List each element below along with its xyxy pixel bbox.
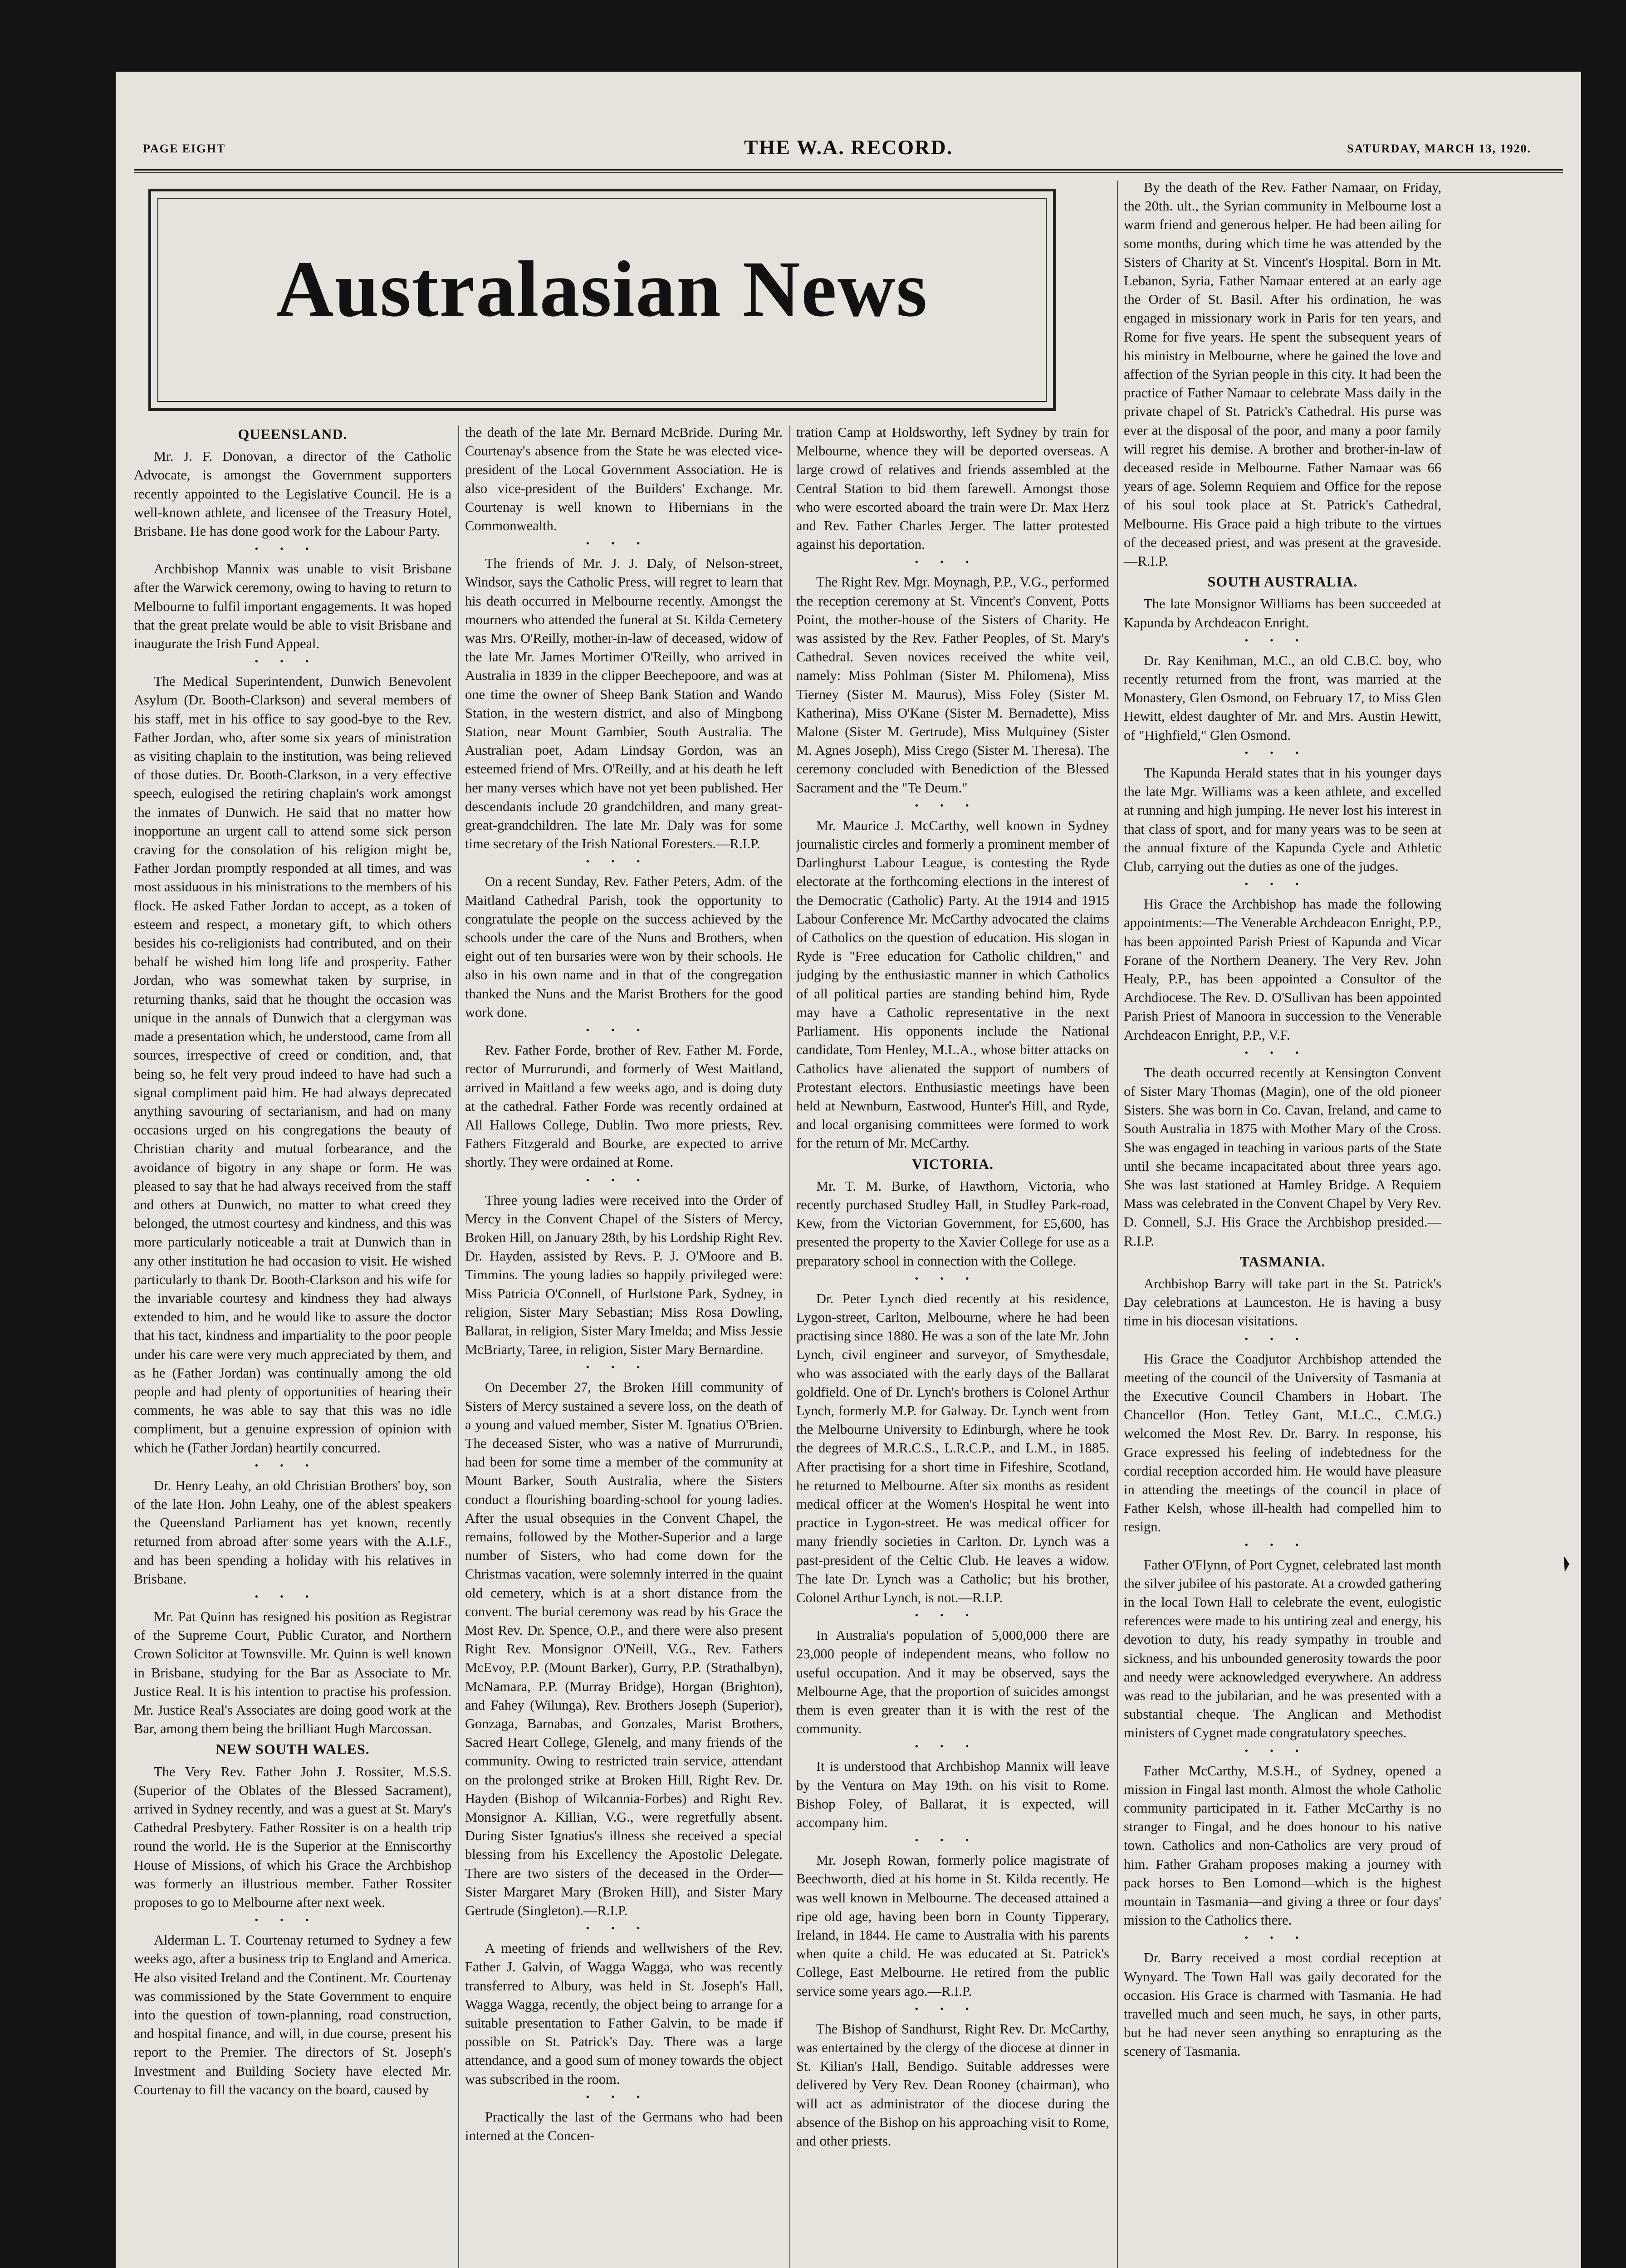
news-item: By the death of the Rev. Father Namaar, on Friday, the 20th. ult., the Syrian community in Melbourne lost a warm friend and generous helper. He had been ailing for some months, during which time he was attended by the Sisters of Charity at St. Vincent's Hospital. Born in Mt. Lebanon, Syria, Father Namaar entered at an early age the Order of St. Basil. After his ordination, he was engaged in missionary work in Paris for ten years, and Rome for five years. He spent the subsequent years of his ministry in Melbourne, where he gained the love and affection of the Syrian people in this city. It had been the practice of Father Namaar to celebrate Mass daily in the private chapel of St. Patrick's Cathedral. His purse was ever at the disposal of the poor, and many a poor family will regret his demise. A brother and brother-in-law of deceased reside in Melbourne. Father Namaar was 66 years of age. Solemn Requiem and Office for the repose of his soul took place at St. Patrick's Cathedral, Melbourne. His Grace paid a high tribute to the virtues of the deceased priest, and was present at the graveside.—R.I.P. xyxy=(1124,180,1441,569)
separator: ••• xyxy=(1244,1046,1321,1058)
page-number: PAGE EIGHT xyxy=(143,142,226,155)
news-item: Archbishop Mannix was unable to visit Brisbane after the Warwick ceremony, owing to having to return to Melbourne to fulfil important engagements. It was hoped that the great prelate would be able to visit Brisbane and inaugurate the Irish Fund Appeal. xyxy=(134,561,451,652)
separator: ••• xyxy=(915,1609,991,1621)
separator: ••• xyxy=(255,1590,331,1602)
newspaper-page xyxy=(116,72,1581,2268)
news-item: A meeting of friends and wellwishers of the Rev. Father J. Galvin, of Wagga Wagga, who was recently transferred to Albury, was held in St. Joseph's Hall, Wagga Wagga, recently, the object being to arrange for a suitable presentation to Father Galvin, to be made if possible on St. Patrick's Day. There was a large attendance, and a good sum of money towards the object was subscribed in the room. xyxy=(465,1941,783,2087)
separator: ••• xyxy=(586,2091,662,2102)
news-item: Mr. Joseph Rowan, formerly police magistrate of Beechworth, died at his home in St. Kilda recently. He was well known in Melbourne. The deceased attained a ripe old age, having been born in County Tipperary, Ireland, in 1844. He came to Australia with his parents when quite a child. He was educated at St. Patrick's College, East Melbourne. He retired from the public service some years ago.—R.I.P. xyxy=(796,1853,1109,1999)
news-item: Alderman L. T. Courtenay returned to Sydney a few weeks ago, after a business trip to England and America. He also visited Ireland and the Continent. Mr. Courtenay was commissioned by the State Government to enquire into the question of town-planning, road construction, and hospital finance, and will, in due course, present his report to the Premier. The directors of St. Joseph's Investment and Building Society have elected Mr. Courtenay to fill the vacancy on the board, caused by xyxy=(134,1932,451,2097)
column-2 xyxy=(465,423,783,2268)
news-item: On a recent Sunday, Rev. Father Peters, Adm. of the Maitland Cathedral Parish, took the opportunity to congratulate the people on the success achieved by the schools under the care of the Nuns and Brothers, when eight out of ten bursaries were won by their schools. He also in his own name and in that of the congregation thanked the Nuns and the Marist Brothers for the good work done. xyxy=(465,874,783,1020)
news-item: The late Monsignor Williams has been succeeded at Kapunda by Archdeacon Enright. xyxy=(1124,596,1441,631)
news-item: tration Camp at Holdsworthy, left Sydney by train for Melbourne, whence they will be deported overseas. A large crowd of relatives and friends assembled at the Central Station to bid them farewell. Amongst those who were escorted aboard the train were Dr. Max Herz and Rev. Father Charles Jerger. The latter protested against his deportation. xyxy=(796,425,1109,552)
news-item: Dr. Ray Kenihman, M.C., an old C.B.C. boy, who recently returned from the front, was married at the Monastery, Glen Osmond, on February 17, to Miss Glen Hewitt, eldest daughter of Mr. and Mrs. Austin Hewitt, of "Highfield," Glen Osmond. xyxy=(1124,652,1441,743)
news-item: Archbishop Barry will take part in the St. Patrick's Day celebrations at Launceston. He is having a busy time in his diocesan visitations. xyxy=(1124,1276,1441,1329)
separator: ••• xyxy=(255,543,331,555)
separator: ••• xyxy=(1244,1745,1321,1756)
separator: ••• xyxy=(1244,878,1321,890)
separator: ••• xyxy=(915,1272,991,1284)
news-item: Practically the last of the Germans who had been interned at the Concen- xyxy=(465,2109,783,2144)
separator: ••• xyxy=(586,1361,662,1373)
news-item: Three young ladies were received into the Order of Mercy in the Convent Chapel of the Sisters of Mercy, Broken Hill, on January 28th, by his Lordship Right Rev. Dr. Hayden, assisted by Revs. P. J. O'Moore and B. Timmins. The young ladies so happily privileged were: Miss Patricia O'Connell, of Hurlstone Park, Sydney, in religion, Sister Mary Sebastian; Miss Rosa Dowling, Ballarat, in religion, Sister Mary Imelda; and Miss Jessie McBriarty, Taree, in religion, Sister Mary Bernardine. xyxy=(465,1192,783,1358)
separator: ••• xyxy=(586,1174,662,1186)
newspaper-name: THE W.A. RECORD. xyxy=(744,136,953,159)
column-1 xyxy=(134,423,451,2268)
separator: ••• xyxy=(915,1740,991,1752)
news-item: Father O'Flynn, of Port Cygnet, celebrated last month the silver jubilee of his pastorate. At a crowded gathering in the local Town Hall to celebrate the event, eulogistic references were made to his untiring zeal and energy, his devotion to duty, his ready sympathy in trouble and sickness, and his unbounded generosity towards the poor and needy were acknowledged everywhere. An address was read to the jubilarian, and he was presented with a substantial cheque. The Anglican and Methodist ministers of Cygnet made congratulatory speeches. xyxy=(1124,1557,1441,1741)
news-item: The Right Rev. Mgr. Moynagh, P.P., V.G., performed the reception ceremony at St. Vincent's Convent, Potts Point, the mother-house of the Sisters of Charity. He was assisted by the Rev. Father Peoples, of St. Mary's Cathedral. Seven novices received the white veil, namely: Miss Pohlman (Sister M. Philomena), Miss Tierney (Sister M. Maurus), Miss Foley (Sister M. Katherina), Miss O'Kane (Sister M. Bernadette), Miss Malone (Sister M. Gertrude), Miss Mulquiney (Sister M. Agnes Joseph), Miss Crego (Sister M. Theresa). The ceremony concluded with Benediction of the Blessed Sacrament and the "Te Deum." xyxy=(796,574,1109,796)
news-item: The Very Rev. Father John J. Rossiter, M.S.S. (Superior of the Oblates of the Blessed Sacrament), arrived in Sydney recently, and was a guest at St. Mary's Cathedral Presbytery. Father Rossiter is on a health trip round the world. He is the Superior at the Enniscorthy House of Missions, of which his Grace the Archbishop was formerly an illustrious member. Father Rossiter proposes to go to Melbourne after next week. xyxy=(134,1764,451,1911)
heading-new-south-wales: NEW SOUTH WALES. xyxy=(215,1741,370,1758)
separator: ••• xyxy=(915,799,991,811)
separator: ••• xyxy=(586,1024,662,1036)
separator: ••• xyxy=(915,1834,991,1846)
news-item: The friends of Mr. J. J. Daly, of Nelson-street, Windsor, says the Catholic Press, will regret to learn that his death occurred in Melbourne recently. Amongst the mourners who attended the funeral at St. Kilda Cemetery was Mrs. O'Reilly, mother-in-law of deceased, widow of the late Mr. James Mortimer O'Reilly, who arrived in Australia in 1839 in the clipper Beechepoore, and was at one time the owner of Sheep Bank Station and Wando Station, in the western district, and also of Mingbong Station, near Mount Gambier, South Australia. The Australian poet, Adam Lindsay Gordon, was an esteemed friend of Mrs. O'Reilly, and at his death he left her many verses which have not yet been published. Her descendants include 20 grandchildren, and many great-great-grandchildren. The late Mr. Daly was for some time secretary of the Irish National Foresters.—R.I.P. xyxy=(465,556,783,852)
column-4 xyxy=(1124,178,1441,2268)
news-item: His Grace the Archbishop has made the following appointments:—The Venerable Archdeacon Enright, P.P., has been appointed Parish Priest of Kapunda and Vicar Forane of the Northern Deanery. The Very Rev. John Healy, P.P., has been appointed a Consultor of the Archdiocese. The Rev. D. O'Sullivan has been appointed Parish Priest of Manoora in succession to the Venerable Archdeacon Enright, P.P., V.F. xyxy=(1124,896,1441,1043)
news-item: The Kapunda Herald states that in his younger days the late Mgr. Williams was a keen athlete, and excelled at running and high jumping. He never lost his interest in that class of sport, and for many years was to be seen at the annual fixture of the Kapunda Cycle and Athletic Club, carrying out the duties as one of the judges. xyxy=(1124,765,1441,874)
news-item: On December 27, the Broken Hill community of Sisters of Mercy sustained a severe loss, on the death of a young and valued member, Sister M. Ignatius O'Brien. The deceased Sister, who was a native of Murrurundi, had been for some time a member of the community at Mount Barker, South Australia, where the Sisters conduct a flourishing boarding-school for young ladies. After the usual obsequies in the Convent Chapel, the remains, followed by the Mother-Superior and a large number of Sisters, who had come down for the Christmas vacation, were solemnly interred in the quaint old cemetery, which is at a short distance from the convent. The burial ceremony was read by his Grace the Most Rev. Dr. Spence, O.P., and there were also present Right Rev. Monsignor O'Neill, V.G., Rev. Fathers McEvoy, P.P. (Mount Barker), Gurry, P.P. (Strathalbyn), McNamara, P.P. (Murray Bridge), Horgan (Brighton), and Fahey (Wilunga), Rev. Brothers Joseph (Superior), Gonzaga, Barnabas, and Gonzales, Marist Brothers, Sacred Heart College, Glenelg, and many friends of the community. Owing to restricted train service, attendant on the prolonged strike at Broken Hill, Right Rev. Dr. Hayden (Bishop of Wilcannia-Forbes) and Right Rev. Monsignor A. Killian, V.G., were regretfully absent. During Sister Ignatius's illness she received a special blessing from his Excellency the Apostolic Delegate. There are two sisters of the deceased in the Order—Sister Margaret Mary (Broken Hill), and Sister Mary Gertrude (Singleton).—R.I.P. xyxy=(465,1379,783,1919)
separator: ••• xyxy=(915,556,991,568)
separator: ••• xyxy=(1244,634,1321,646)
separator: ••• xyxy=(1244,1932,1321,1944)
news-item: The Bishop of Sandhurst, Right Rev. Dr. McCarthy, was entertained by the clergy of the diocese at dinner in St. Kilian's Hall, Bendigo. Suitable addresses were delivered by Very Rev. Dean Rooney (chairman), who will act as administrator of the diocese during the absence of the Bishop on his approaching visit to Rome, and other priests. xyxy=(796,2021,1109,2149)
section-title: Australasian News xyxy=(276,245,928,333)
separator: ••• xyxy=(255,655,331,667)
news-item: Dr. Henry Leahy, an old Christian Brothers' boy, son of the late Hon. John Leahy, one of the ablest speakers the Queensland Parliament has yet known, recently returned from abroad after some years with the A.I.F., and has been spending a holiday with his relatives in Brisbane. xyxy=(134,1477,451,1587)
margin-mark xyxy=(1562,1555,1571,1573)
separator: ••• xyxy=(586,1922,662,1934)
news-item: Father McCarthy, M.S.H., of Sydney, opened a mission in Fingal last month. Almost the whole Catholic community participated in it. Father McCarthy is no stranger to Fingal, and he does honour to his native town. Catholics and non-Catholics are very proud of him. Father Graham proposes making a journey with pack horses to Ben Lomond—which is the highest mountain in Tasmania—and giving a three or four days' mission to the Catholics there. xyxy=(1124,1763,1441,1928)
news-item: The death occurred recently at Kensington Convent of Sister Mary Thomas (Magin), one of the old pioneer Sisters. She was born in Co. Cavan, Ireland, and came to South Australia in 1875 with Mother Mary of the Cross. She was engaged in teaching in various parts of the State until she became incapacitated about three years ago. She was last stationed at Hamley Bridge. A Requiem Mass was celebrated in the Convent Chapel by Very Rev. D. Connell, S.J. His Grace the Archbishop presided.—R.I.P. xyxy=(1124,1065,1441,1249)
separator: ••• xyxy=(1244,747,1321,758)
news-item: Dr. Peter Lynch died recently at his residence, Lygon-street, Carlton, Melbourne, where he had been practising since 1880. He was a son of the late Mr. John Lynch, civil engineer and surveyor, of Smythesdale, who was associated with the early days of the Ballarat goldfield. One of Dr. Lynch's brothers is Colonel Arthur Lynch, formerly M.P. for Galway. Dr. Lynch went from the Melbourne University to Edinburgh, where he took the degrees of M.R.C.S., L.R.C.P., and L.M., in 1885. After practising for a short time in Fifeshire, Scotland, he returned to Melbourne. After six months as resident medical officer at the Women's Hospital he went into practice in Lygon-street. He was medical officer for many friendly societies in Carlton. Dr. Lynch was a past-president of the Celtic Club. He leaves a widow. The late Dr. Lynch was a Catholic; but his brother, Colonel Arthur Lynch, is not.—R.I.P. xyxy=(796,1290,1109,1605)
column-divider xyxy=(789,425,790,2268)
heading-south-australia: SOUTH AUSTRALIA. xyxy=(1207,573,1358,590)
column-divider xyxy=(1117,181,1118,2268)
separator: ••• xyxy=(915,2003,991,2014)
separator: ••• xyxy=(255,1459,331,1471)
column-divider xyxy=(458,425,459,2268)
news-item: Dr. Barry received a most cordial reception at Wynyard. The Town Hall was gaily decorated for the occasion. His Grace is charmed with Tasmania. He had travelled much and seen much, he says, in other parts, but he had never seen anything so enrapturing as the scenery of Tasmania. xyxy=(1124,1950,1441,2059)
news-item: the death of the late Mr. Bernard McBride. During Mr. Courtenay's absence from the State he was elected vice-president of the Local Government Association. He is also vice-president of the Builders' Exchange. Mr. Courtenay is well known to Hibernians in the Commonwealth. xyxy=(465,425,783,534)
section-banner xyxy=(148,189,1056,411)
header-rule-thin xyxy=(134,172,1563,173)
separator: ••• xyxy=(586,855,662,867)
news-item: His Grace the Coadjutor Archbishop attended the meeting of the council of the University of Tasmania at the Executive Council Chambers in Hobart. The Chancellor (Hon. Tetley Gant, M.L.C., C.M.G.) welcomed the Most Rev. Dr. Barry. In response, his Grace expressed his feeling of indebtedness for the cordial reception accorded him. He would have pleasure in attending the meetings of the council in place of Father Kelsh, whose ill-health had compelled him to resign. xyxy=(1124,1351,1441,1535)
news-item: It is understood that Archbishop Mannix will leave by the Ventura on May 19th. on his visit to Rome. Bishop Foley, of Ballarat, it is expected, will accompany him. xyxy=(796,1759,1109,1831)
separator: ••• xyxy=(1244,1333,1321,1344)
separator: ••• xyxy=(586,538,662,549)
issue-date: SATURDAY, MARCH 13, 1920. xyxy=(1347,142,1531,155)
header-rule xyxy=(134,169,1563,171)
separator: ••• xyxy=(1244,1539,1321,1550)
heading-queensland: QUEENSLAND. xyxy=(238,426,348,442)
separator: ••• xyxy=(255,1914,331,1926)
news-item: The Medical Superintendent, Dunwich Benevolent Asylum (Dr. Booth-Clarkson) and several members of his staff, met in his office to say good-bye to the Rev. Father Jordan, who, after some six years of ministration as visiting chaplain to the institution, was being relieved of those duties. Dr. Booth-Clarkson, in a very effective speech, eulogised the retiring chaplain's work amongst the inmates of Dunwich. He said that no matter how inopportune an urgent call to attend some sick person craving for the consolation of his religion might be, Father Jordan promptly responded at all times, and was most assiduous in his ministrations to the members of his flock. He asked Father Jordan to accept, as a token of esteem and respect, a monetary gift, to which others besides his co-religionists had contributed, and on their behalf he wished him long life and prosperity. Father Jordan, who was somewhat taken by surprise, in returning thanks, said that he thought the occasion was unique in the annals of Dunwich that a clergyman was made a presentation which, he understood, came from all sources, irrespective of creed or condition, and, that being so, he felt very proud indeed to have had such a signal compliment paid him. He had always deprecated anything savouring of sectarianism, and had on many occasions urged on his congregations the beauty of Christian charity and mutual forbearance, and the avoidance of bigotry in any shape or form. He was pleased to say that he had always received from the staff and others at Dunwich, no matter to what creed they belonged, the utmost courtesy and kindness, and this was more particularly noticeable a trait at Dunwich than in any other institution he had occasion to visit. He wished particularly to thank Dr. Booth-Clarkson and his wife for the invariable courtesy and kindness they had always extended to him, and he would like to assure the doctor that his tact, kindness and impartiality to the poor people under his care were very much appreciated by them, and as he (Father Jordan) was continually among the old people and had plenty of opportunities of hearing their comments, he was able to say that this was no idle compliment, but a genuine expression of opinion with which he (Father Jordan) heartily concurred. xyxy=(134,674,451,1456)
news-item: Rev. Father Forde, brother of Rev. Father M. Forde, rector of Murrurundi, and formerly of West Maitland, arrived in Maitland a few weeks ago, and is doing duty at the cathedral. Father Forde was recently ordained at All Hallows College, Dublin. Two more priests, Rev. Fathers Fitzgerald and Bourke, are expected to arrive shortly. They were ordained at Rome. xyxy=(465,1042,783,1170)
heading-victoria: VICTORIA. xyxy=(912,1155,994,1172)
column-3 xyxy=(796,423,1109,2268)
news-item: Mr. T. M. Burke, of Hawthorn, Victoria, who recently purchased Studley Hall, in Studley Park-road, Kew, from the Victorian Government, for £5,600, has presented the property to the Xavier College for use as a preparatory school in connection with the College. xyxy=(796,1178,1109,1269)
news-item: In Australia's population of 5,000,000 there are 23,000 people of independent means, who follow no useful occupation. And it may be observed, says the Melbourne Age, that the proportion of suicides amongst them is even greater than it is with the rest of the community. xyxy=(796,1628,1109,1737)
news-item: Mr. J. F. Donovan, a director of the Catholic Advocate, is amongst the Government supporters recently appointed to the Legislative Council. He is a well-known athlete, and licensee of the Treasury Hotel, Brisbane. He has done good work for the Labour Party. xyxy=(134,449,451,539)
news-item: Mr. Maurice J. McCarthy, well known in Sydney journalistic circles and formerly a prominent member of Darlinghurst Labour League, is contesting the Ryde electorate at the forthcoming elections in the interest of the Democratic (Catholic) Party. At the 1914 and 1915 Labour Conference Mr. McCarthy advocated the claims of Catholics on the question of education. His slogan in Ryde is "Free education for Catholic children," and judging by the enthusiastic manner in which Catholics of all political parties are standing behind him, Ryde may have a Catholic representative in the next Parliament. His opponents include the National candidate, Tom Henley, M.L.A., whose bitter attacks on Catholics have alienated the support of numbers of Protestant electors. Enthusiastic meetings have been held at Newnburn, Eastwood, Hunter's Hill, and Ryde, and local organising committees were formed to work for the return of Mr. McCarthy. xyxy=(796,817,1109,1151)
heading-tasmania: TASMANIA. xyxy=(1239,1253,1326,1270)
news-item: Mr. Pat Quinn has resigned his position as Registrar of the Supreme Court, Public Curator, and Northern Crown Solicitor at Townsville. Mr. Quinn is well known in Brisbane, studying for the Bar as Associate to Mr. Justice Real. It is his intention to practise his profession. Mr. Justice Real's Associates are doing good work at the Bar, among them being the brilliant Hugh Marcossan. xyxy=(134,1608,451,1737)
